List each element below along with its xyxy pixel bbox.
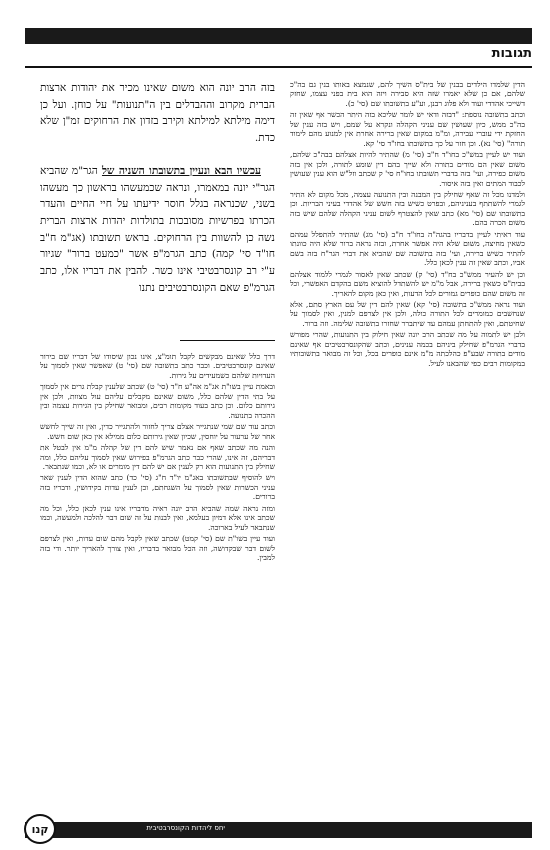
right-paragraph: הדין שלמדו הילדים בבנין של בית"ס השיך להם, שנמצא באותו בנין גם בה"כ שלהם, אם כן שלא יאמרו שזה היא סבירה ויזה הוא בית בפני עצמו, שחזק דשייכי אהדדי ועוד ולא פלוג רבנן, וע"ע בתשובתו שם (סי' כ). [290,80,525,108]
right-paragraph: וכן יש להעיר ממש"כ בח"ד (סי' ק) שכתב שאין לאסור לגמרי ללמוד אצלהם בבית"ס כשאין ברירה, אבל מ"מ יש להשתדל להוציא משם בהקדם האפשרי, וכל זה משום שהם כופרים גמורים לכל הדעות, ואין כאן מקום להאריך. [290,269,525,298]
right-paragraph: עוד ראיתי לעיין בדבריו בהגה"ה בחו"ד ח"ב (סי' מג) שהתיר להתפלל עמהם כשאין מחיצה, משום שלא היה אפשר אחרת, ובזה נראה ברור שלא היה כוונתו להתיר כשיש ברירה, ועי' בזה בתשובה שם שהביא את דברי הגר"ח בזה בשם אביו, וכתב שאין זה ענין לכאן כלל. [290,229,525,268]
right-paragraph: ולמדנו מכל זה שאף שחילק בין המבנה ובין התנועה עצמה, מכל מקום לא התיר לגמרי להשתתף בעניניהם, ובפרט כשיש בזה חשש של אהדדי בעיני הבריות. וכן בתשובתו שם (סי' מא) כתב שאין להצטרף לשום עניני הקהלה שלהם שיש בזה משום הכרה בהם. [290,189,525,228]
right-paragraph: ועוד נראה ממש"כ בתשובה (סי' קא) שאין להם דין של עם הארץ סתם, אלא שנחשבים כמומרים לכל התורה כולה, ולכן אין לצרפם למנין, ואין לסמוך על שחיטתם, ואין להתחתן עמהם עד שיתברר שחזרו בתשובה שלימה. וזה ברור. [290,299,525,328]
footnote: ומזה נראה שמה שהביא הרב יונה ראיה מדבריו אינו ענין לכאן כלל, וכל מה שכתב אינו אלא דמיון בעלמא, ואין לבנות על זה שום דבר להלכה ולמעשה, וכמו שנתבאר לעיל בארוכה. [40,503,275,532]
footnote: ובאמת עיין בשו"ת אג"מ אה"ע ח"ד (סי' ט) שכתב שלענין קבלת גרים אין לסמוך על בתי הדין שלהם כלל, משום שאינם מקבלים עליהם עול מצוות, ולכן אין גירותם כלום. וכן כתב בעוד מקומות רבים, ומבואר שחילק בין הגירות עצמה ובין ההכרה בתנועה. [40,382,275,420]
header-rule [25,66,532,68]
header-bar [25,28,532,44]
main-paragraph [40,163,275,297]
main-text-column [40,80,275,330]
footnotes-column [40,352,275,822]
right-column [290,80,525,820]
footnote: ויש להוסיף שבתשובתו באג"מ יו"ד ח"ג (סי' כד) כתב שהוא הדין לענין שאר עניני הכשרות שאין לסמוך על השגחתם, וכן לענין עדות בקידושין, ודבריו בזה ברורים. [40,473,275,502]
section-lead: עכשיו הבא ונעיין בתשובתו השניה של [101,164,261,177]
footnote: והנה מה שכתב שאף אם נאמר שיש להם דין של קהלה מ"מ אין לבטל את דבריהם, זה אינו, שהרי כבר כתב הגרמ"פ בפירוש שאין לסמוך עליהם כלל, ומה שחילק בין התנועות הוא רק לענין אם יש להם דין מומרים או לא, וכמו שנתבאר. [40,443,275,471]
section-label: תגובות [491,46,532,61]
footnote-divider [180,340,275,341]
main-paragraph: בזה הרב יונה הוא משום שאינו מכיר את יהודות ארצות הברית מקרוב וההבדלים בין ה"תנועות" על כוחן. ועל כן דימה מילתא למילתא וקירב בזדון את הרחוקים זמ"ן שלא כדת. [40,82,275,145]
right-paragraph: ולכן יש לתמוה על מה שכתב הרב יונה שאין חילוק בין התנועות, שהרי מפורש בדברי הגרמ"פ שחילק ביניהם בכמה ענינים, וכתב שהקונסרבטיבים אף שאינם מודים בתורה שבע"פ כהלכתה מ"מ אינם כופרים בכל, וכל זה מבואר בתשובותיו במקומות רבים כפי שהבאנו לעיל. [290,330,525,368]
running-title: יחס ליהדות הקונסרבטיבית [146,824,225,832]
main-paragraph-body: הגר"מ שהביא הגר"י יונה במאמרו, ונראה שכמעשהו בראשון כך מעשהו בשני, שכנראה בגלל חוסר ידיעתו על חיי החיים והעדר הכרתו בפרשיות מסובכות בתולדות יהדות ארצות הברית נשה כן להשוות בין הרחוקים. בראש תשובתו (אג"מ ח"ב חו"ד סי' קמה) כתב הגרמ"פ אשר "כמעט ברור" שגיור ע"י רב קונסרבטיבי אינו כשר. להבין את דבריו אלו, כתב הגרמ"פ שאם הקונסרבטיבים נתנו [40,164,275,294]
right-paragraph: ועוד יש לעיין במש"כ בחו"ד ח"ב (סי' מ) שהתיר להיות אצלהם בבה"כ שלהם, משום שאין הם מודים בתורה ולא שייך בהם דין שומע לתורה, ולכן אין בזה משום כפירה, ועי' בזה בדברי תשובתו בחו"ח סי' ק שכתב וזל"ש הוא ענין שעושין לכבוד המתים ואין בזה איסור. [290,150,525,188]
footnote: וכתב עוד שם שמי שנתגייר אצלם צריך לחזור ולהתגייר כדין, ואין זה שייך לחשש אחר של ערעור על יוחסין, שכיון שאין גירותם כלום ממילא אין כאן שום חשש. [40,422,275,441]
footnote: ועוד עיין בשו"ת שם (סי' קמט) שכתב שאין לקבל מהם שום עדות, ואין לצרפם לשום דבר שבקדושה, וזה הכל מבואר בדבריו, ואין צורך להאריך יותר. ודי בזה למבין. [40,534,275,563]
right-paragraph: וכתב בתשובה נוספת: "דבזה ודאי יש לומר שליכא בזה היתר הכשר אף שאין זה בה"כ ממש, כיון שעושין שם עניני הקהלה ונקרא על שמם, ויש בזה ענין של החזקת ידי עוברי עבירה, ומ"מ במקום שאין ברירה אחרת אין למנוע מהם לימוד תורה" (סי' נא). וכן חזר על כך בתשובתו בחו"ד סי' קא. [290,110,525,148]
footnote: דרך כלל שאינם מבקשים לקבל תומ"צ, אינו נכון שיסודו של דבריו שם בירור שאינם קונסרבטיבים. וכבר כתב בתשובה שם (סי' ט) שאפשר שאין לסמוך על העדויות שלהם כשמעידים על גירות. [40,352,275,380]
page-number-badge: קנו [24,814,56,844]
